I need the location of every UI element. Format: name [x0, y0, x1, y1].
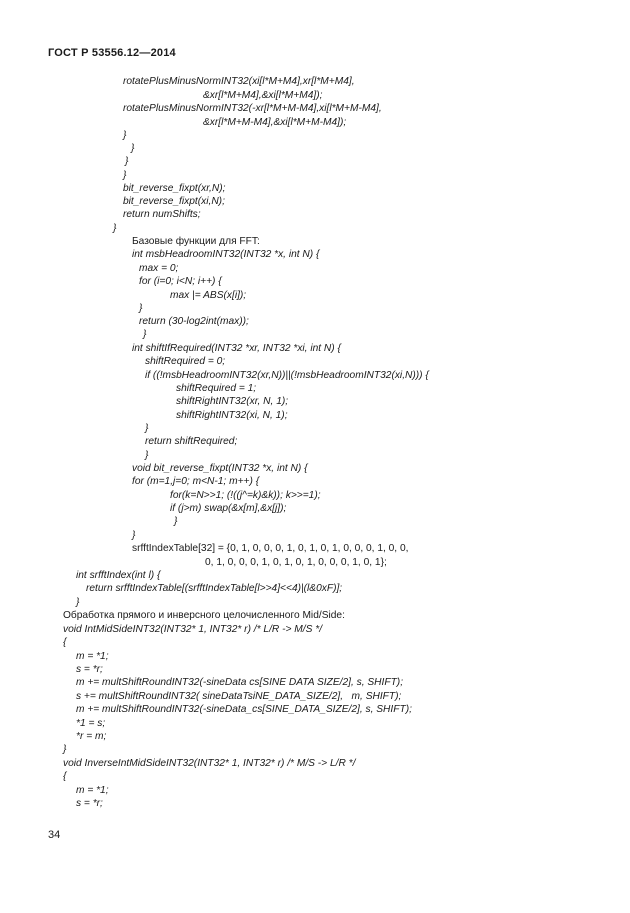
- text-line: &xr[l*M+M-M4],&xi[l*M+M-M4]);: [203, 117, 347, 128]
- text-line: m = *1;: [76, 651, 109, 662]
- text-line: shiftRequired = 0;: [145, 356, 226, 367]
- text-line: 0, 1, 0, 0, 0, 1, 0, 1, 0, 1, 0, 0, 0, 1, 0, 1};: [205, 557, 387, 568]
- text-line: }: [139, 303, 143, 314]
- text-line: s = *r;: [76, 798, 103, 809]
- text-line: Базовые функции для FFT:: [132, 236, 260, 247]
- text-line: int srfftIndex(int l) {: [76, 570, 161, 581]
- text-line: }: [113, 223, 117, 234]
- text-line: {: [63, 771, 67, 782]
- text-line: if (j>m) swap(&x[m],&x[j]);: [170, 503, 287, 514]
- text-line: &xr[l*M+M4],&xi[l*M+M4]);: [203, 90, 323, 101]
- text-line: srfftIndexTable[32] = {0, 1, 0, 0, 0, 1, 0, 1, 0, 1, 0, 0, 0, 1, 0, 0,: [132, 543, 409, 554]
- text-line: int msbHeadroomINT32(INT32 *x, int N) {: [132, 249, 320, 260]
- text-line: rotatePlusMinusNormINT32(xi[l*M+M4],xr[l*M+M4],: [123, 76, 355, 87]
- text-line: m += multShiftRoundINT32(-sineData cs[SINE DATA SIZE/2], s, SHIFT);: [76, 677, 404, 688]
- text-line: Обработка прямого и инверсного целочисленного Mid/Side:: [63, 610, 345, 621]
- text-line: int shiftIfRequired(INT32 *xr, INT32 *xi, int N) {: [132, 343, 341, 354]
- text-line: }: [145, 450, 149, 461]
- text-line: void bit_reverse_fixpt(INT32 *x, int N) {: [132, 463, 308, 474]
- text-line: shiftRightINT32(xr, N, 1);: [176, 396, 289, 407]
- text-line: if ((!msbHeadroomINT32(xr,N))||(!msbHeadroomINT32(xi,N))) {: [145, 370, 429, 381]
- text-line: bit_reverse_fixpt(xr,N);: [123, 183, 226, 194]
- text-line: rotatePlusMinusNormINT32(-xr[l*M+M-M4],xi[l*M+M-M4],: [123, 103, 382, 114]
- text-line: m = *1;: [76, 785, 109, 796]
- text-line: s = *r;: [76, 664, 103, 675]
- text-line: }: [132, 530, 136, 541]
- text-line: s += multShiftRoundINT32( sineDataTsiNE_DATA_SIZE/2], m, SHIFT);: [76, 691, 402, 702]
- text-line: }: [125, 156, 129, 167]
- text-line: {: [63, 637, 67, 648]
- text-line: for(k=N>>1; (!((j^=k)&k)); k>>=1);: [170, 490, 321, 501]
- text-line: for (m=1,j=0; m<N-1; m++) {: [132, 476, 260, 487]
- text-line: }: [123, 170, 127, 181]
- text-line: return numShifts;: [123, 209, 201, 220]
- text-line: }: [123, 130, 127, 141]
- text-line: return shiftRequired;: [145, 436, 238, 447]
- text-line: }: [63, 744, 67, 755]
- text-line: void IntMidSideINT32(INT32* 1, INT32* r) /* L/R -> M/S */: [63, 624, 323, 635]
- text-line: shiftRequired = 1;: [176, 383, 257, 394]
- text-line: m += multShiftRoundINT32(-sineData_cs[SINE_DATA_SIZE/2], s, SHIFT);: [76, 704, 412, 715]
- text-line: }: [145, 423, 149, 434]
- text-line: max |= ABS(x[i]);: [170, 290, 247, 301]
- text-line: }: [174, 516, 178, 527]
- text-line: return (30-log2int(max));: [139, 316, 249, 327]
- text-line: }: [131, 143, 135, 154]
- text-line: bit_reverse_fixpt(xi,N);: [123, 196, 225, 207]
- text-line: shiftRightINT32(xi, N, 1);: [176, 410, 288, 421]
- text-line: for (i=0; i<N; i++) {: [139, 276, 222, 287]
- text-line: max = 0;: [139, 263, 179, 274]
- page-number: 34: [48, 829, 61, 841]
- text-line: }: [143, 329, 147, 340]
- text-line: *1 = s;: [76, 718, 106, 729]
- text-line: void InverseIntMidSideINT32(INT32* 1, INT32* r) /* M/S -> L/R */: [63, 758, 356, 769]
- text-line: return srfftIndexTable[(srfftIndexTable[l>>4]<<4)|(l&0xF)];: [86, 583, 343, 594]
- document-header: ГОСТ Р 53556.12—2014: [48, 47, 176, 59]
- text-line: *r = m;: [76, 731, 107, 742]
- text-line: }: [76, 597, 80, 608]
